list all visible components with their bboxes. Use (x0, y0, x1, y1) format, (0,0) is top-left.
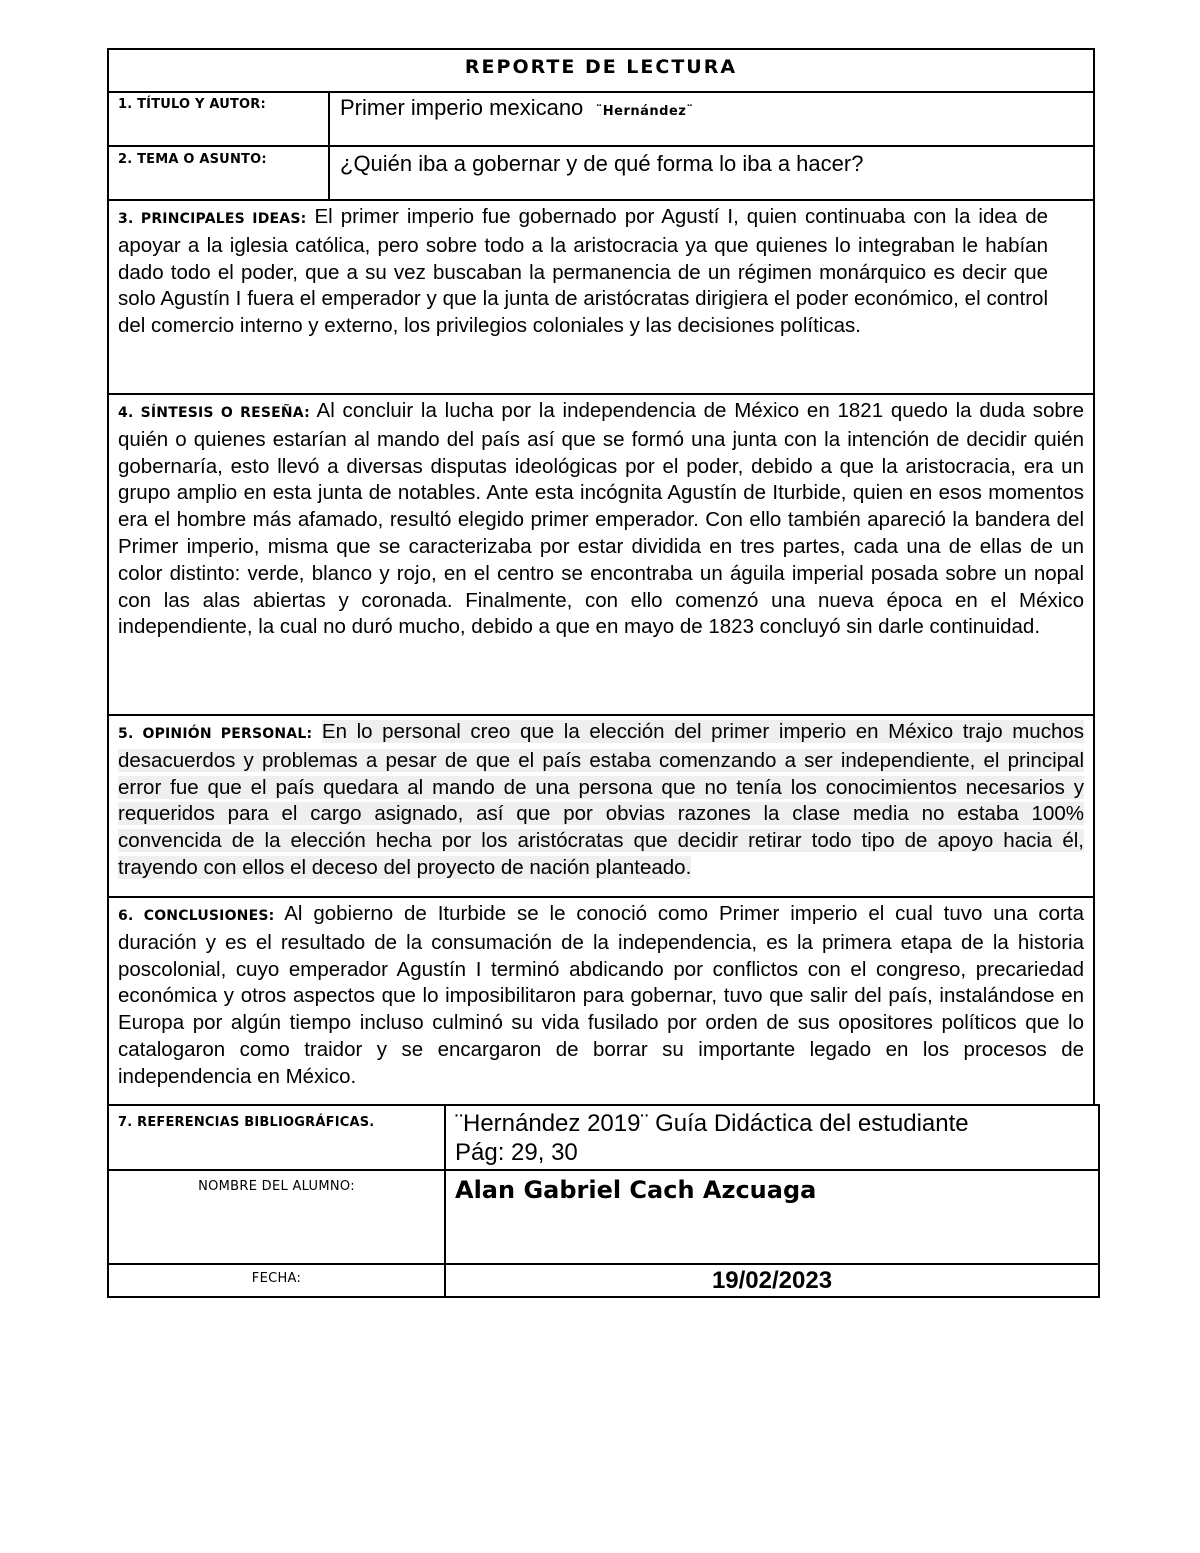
conclusiones-text: Al gobierno de Iturbide se le conoció como Primer imperio el cual tuvo una corta duración y es el resultado de la consumación de la independencia, es la primera etapa de la historia poscolonial, cuyo emperador Agustín I terminó abdicando por conflictos con el congreso, precariedad económica y otros aspectos que lo imposibilitaron para gobernar, tuvo que salir del país, instalándose en Europa por algún tiempo incluso culminó su vida fusilado por orden de sus opositores políticos que lo catalogaron como traidor y se encargaron de borrar su importante legado en los procesos de independencia en México. (118, 902, 1084, 1088)
opinion-text: En lo personal creo que la elección del primer imperio en México trajo muchos desacuerdos y problemas a pesar de que el país estaba comenzando a ser independiente, el principal error fue que el país quedara al mando de una persona que no tenía los conocimientos necesarios y requeridos para el cargo asignado, así que por obvias razones la clase media no estaba 100% convencida de la elección hecha por los aristócratas que decidir retirar todo tipo de apoyo hacia él, trayendo con ellos el deceso del proyecto de nación planteado. (118, 720, 1085, 879)
referencias-line2: Pág: 29, 30 (455, 1139, 578, 1166)
report-title: REPORTE DE LECTURA (464, 56, 738, 78)
tema-value: ¿Quién iba a gobernar y de qué forma lo iba a hacer? (340, 151, 864, 176)
referencias-label: 7. REFERENCIAS BIBLIOGRÁFICAS. (118, 1115, 375, 1130)
opinion-label: 5. OPINIÓN PERSONAL: (118, 726, 313, 742)
autor-value: ¨Hernández¨ (595, 104, 694, 119)
conclusiones-label: 6. CONCLUSIONES: (118, 908, 275, 924)
titulo-label: 1. TÍTULO Y AUTOR: (118, 97, 266, 112)
fecha-label: FECHA: (251, 1271, 302, 1286)
nombre-label: NOMBRE DEL ALUMNO: (198, 1179, 355, 1194)
referencias-line1: ¨Hernández 2019¨ Guía Didáctica del estudiante (455, 1110, 969, 1137)
titulo-value: Primer imperio mexicano (340, 95, 584, 120)
titulo-value-line (340, 96, 693, 120)
sintesis-label: 4. SÍNTESIS O RESEÑA: (118, 405, 310, 421)
sintesis-paragraph (118, 398, 1084, 641)
sintesis-text: Al concluir la lucha por la independencia de México en 1821 quedo la duda sobre quién o quienes estarían al mando del país así que se formó una junta con la intención de decidir quién gobernaría, esto llevó a diversas disputas ideológicas por el poder, debido a que la aristocracia, era un grupo amplio en esta junta de notables. Ante esta incógnita Agustín de Iturbide, quien en esos momentos era el hombre más afamado, resultó elegido primer emperador. Con ello también apareció la bandera del Primer imperio, misma que se caracterizaba por estar dividida en tres partes, cada una de ellas de un color distinto: verde, blanco y rojo, en el centro se encontraba un águila imperial posada sobre un nopal con las alas abiertas y coronada. Finalmente, con ello comenzó una nueva época en el México independiente, la cual no duró mucho, debido a que en mayo de 1823 concluyó sin darle continuidad. (118, 399, 1084, 639)
conclusiones-paragraph (118, 901, 1084, 1091)
fecha-value: 19/02/2023 (711, 1267, 833, 1294)
ideas-label: 3. PRINCIPALES IDEAS: (118, 211, 307, 227)
opinion-paragraph (118, 719, 1084, 882)
tema-label: 2. TEMA O ASUNTO: (118, 152, 267, 167)
ideas-text: El primer imperio fue gobernado por Agustí I, quien continuaba con la idea de apoyar a la iglesia católica, pero sobre todo a la aristocracia ya que quienes lo integraban le habían dado todo el poder, que a su vez buscaban la permanencia de un régimen monárquico es decir que solo Agustín I fuera el emperador y que la junta de aristócratas dirigiera el poder económico, el control del comercio interno y externo, los privilegios coloniales y las decisiones políticas. (118, 205, 1048, 338)
nombre-value: Alan Gabriel Cach Azcuaga (455, 1176, 817, 1204)
ideas-paragraph (118, 204, 1048, 340)
